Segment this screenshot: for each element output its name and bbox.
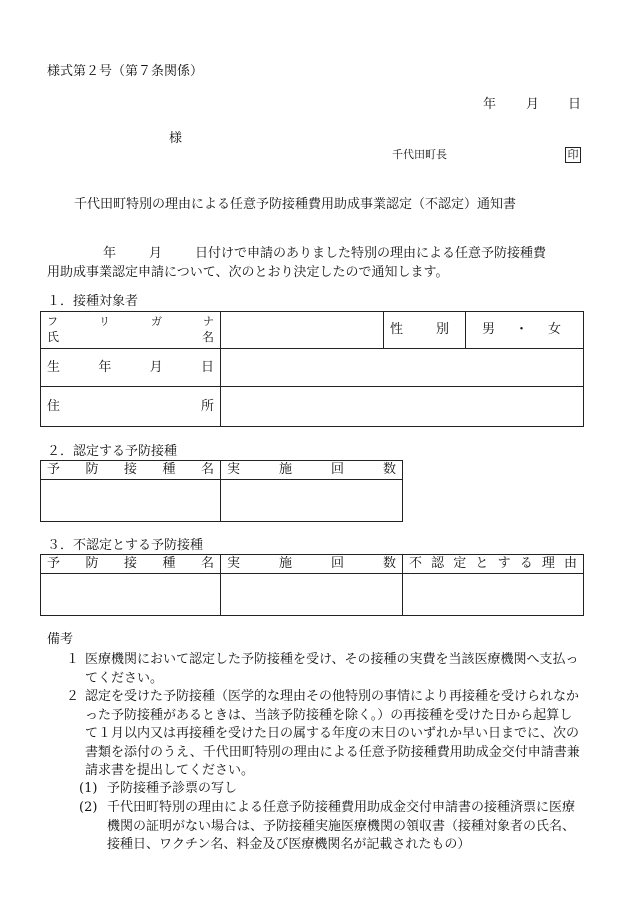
remark-sub-1-text: 予防接種予診票の写し bbox=[107, 781, 238, 796]
rejected-vaccination-table bbox=[40, 554, 584, 616]
intro-line1: 日付けで申請のありました特別の理由による任意予防接種費 bbox=[195, 246, 547, 261]
section2-heading: ２．認定する予防接種 bbox=[47, 444, 178, 459]
dose-count-header: 実 施 回 数 bbox=[221, 461, 403, 480]
remarks-heading: 備考 bbox=[47, 632, 74, 647]
document-title: 千代田町特別の理由による任意予防接種費用助成事業認定（不認定）通知書 bbox=[74, 197, 517, 212]
remark-item-1-text: 医療機関において認定した予防接種を受け、その接種の実費を当該医療機関へ支払ってください。 bbox=[85, 652, 579, 686]
rejected-vaccine-name-field[interactable] bbox=[41, 574, 221, 616]
vaccine-name-header: 予 防 接 種 名 bbox=[41, 461, 221, 480]
rejected-dose-count-header: 実 施 回 数 bbox=[221, 555, 403, 574]
section3-heading: ３．不認定とする予防接種 bbox=[47, 538, 204, 553]
sex-options[interactable]: 男 ・ 女 bbox=[466, 312, 584, 349]
subject-table bbox=[40, 311, 584, 427]
section1-heading: １．接種対象者 bbox=[47, 294, 139, 309]
remark-item-1: １ 医療機関において認定した予防接種を受け、その接種の実費を当該医療機関へ支払ってください。 bbox=[66, 652, 579, 686]
approved-vaccination-table bbox=[40, 460, 403, 522]
birthdate-field[interactable] bbox=[221, 349, 584, 387]
address-field[interactable] bbox=[221, 387, 584, 427]
remark-sub-2: (2) 千代田町特別の理由による任意予防接種費用助成金交付申請書の接種済票に医療機関の証明がない場合は、予防接種実施医療機関の領収書（接種対象者の氏名、接種日、ワクチン名、料金及び医療機関名が記載されたもの） bbox=[79, 800, 576, 852]
rejection-reason-field[interactable] bbox=[403, 574, 584, 616]
remark-item-2: ２ 認定を受けた予防接種（医学的な理由その他特別の事情により再接種を受けられなかった予防接種があるときは、当該予防接種を除く。）の再接種を受けた日から起算して１月以内又は再接種を受けた日の属する年度の末日のいずれか早い日までに、次の書類を添付のうえ、千代田町特別の理由による任意予防接種費用助成金交付申請書兼請求書を提出してください。 bbox=[66, 689, 580, 778]
approved-dose-count-field[interactable] bbox=[221, 480, 403, 522]
date-day: 日 bbox=[568, 97, 582, 112]
birthdate-label: 生 年 月 日 bbox=[41, 349, 221, 387]
rejected-dose-count-field[interactable] bbox=[221, 574, 403, 616]
remark-sub-2-text: 千代田町特別の理由による任意予防接種費用助成金交付申請書の接種済票に医療機関の証明がない場合は、予防接種実施医療機関の領収書（接種対象者の氏名、接種日、ワクチン名、料金及び医療機関名が記載されたもの） bbox=[107, 800, 576, 852]
remark-sub-1: (1) 予防接種予診票の写し bbox=[79, 781, 238, 796]
seal-stamp: 印 bbox=[565, 147, 581, 163]
sex-label: 性 別 bbox=[384, 312, 466, 349]
approved-vaccine-name-field[interactable] bbox=[41, 480, 221, 522]
intro-year: 年 bbox=[103, 246, 117, 261]
furigana-name-label: フ リ ガ ナ 氏 名 bbox=[41, 312, 221, 349]
intro-month: 月 bbox=[149, 246, 163, 261]
remark-item-2-text: 認定を受けた予防接種（医学的な理由その他特別の事情により再接種を受けられなかった予防接種があるときは、当該予防接種を除く。）の再接種を受けた日から起算して１月以内又は再接種を受けた日の属する年度の末日のいずれか早い日までに、次の書類を添付のうえ、千代田町特別の理由による任意予防接種費用助成金交付申請書兼請求書を提出してください。 bbox=[85, 689, 580, 778]
date-year: 年 bbox=[483, 97, 497, 112]
rejection-reason-header: 不 認 定 と す る 理 由 bbox=[403, 555, 584, 574]
addressee-suffix: 様 bbox=[169, 131, 183, 146]
address-label: 住 所 bbox=[41, 387, 221, 427]
name-field[interactable] bbox=[221, 312, 384, 349]
intro-line2: 用助成事業認定申請について、次のとおり決定したので通知します。 bbox=[47, 265, 449, 280]
rejected-vaccine-name-header: 予 防 接 種 名 bbox=[41, 555, 221, 574]
issuer-name: 千代田町長 bbox=[392, 148, 447, 161]
date-month: 月 bbox=[526, 97, 540, 112]
form-number: 様式第２号（第７条関係） bbox=[47, 64, 204, 79]
